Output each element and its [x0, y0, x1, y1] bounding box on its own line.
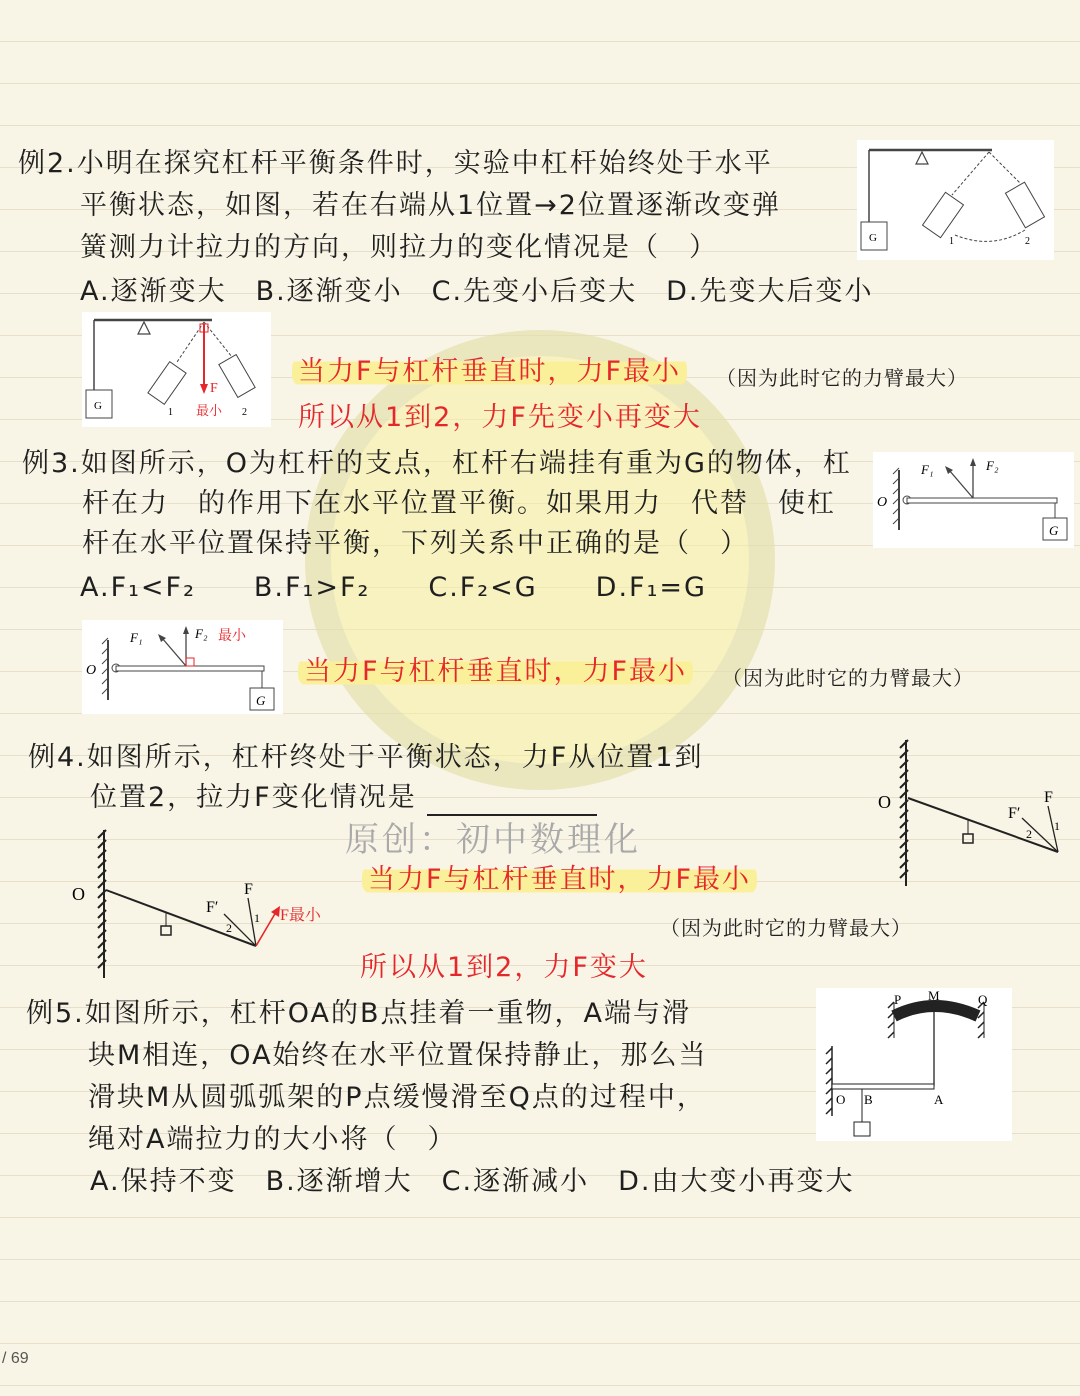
q2-answer-1-text: 当力F与杠杆垂直时，力F最小 — [292, 356, 687, 387]
q4-answer-figure — [66, 828, 356, 980]
q4-fig-pos2: 2 — [1026, 827, 1032, 841]
q2-answer-fig-fmin: 最小 — [196, 403, 223, 418]
q3-answer-1-note: （因为此时它的力臂最大） — [722, 666, 974, 690]
q3-answer-fig-g: G — [256, 693, 266, 708]
q4-answer-2: 所以从1到2，力F变大 — [360, 952, 648, 983]
q4-answer-1-text: 当力F与杠杆垂直时，力F最小 — [362, 864, 757, 895]
q3-answer-fig-min: 最小 — [218, 629, 246, 644]
q3-fig-f2: F₂ — [986, 458, 999, 473]
q5-line-1: 例5.如图所示，杠杆OA的B点挂着一重物，A端与滑 — [26, 998, 692, 1029]
q3-answer-fig-f2: F₂ — [195, 626, 208, 641]
q3-fig-f1: F₁ — [921, 462, 934, 477]
q4-fig-f: F — [1044, 789, 1053, 806]
q4-line-2-text: 位置2，拉力F变化情况是 — [90, 782, 417, 813]
q3-answer-1-text: 当力F与杠杆垂直时，力F最小 — [298, 656, 693, 687]
page-number: / 69 — [2, 1350, 29, 1367]
q2-answer-1-note: （因为此时它的力臂最大） — [716, 366, 968, 390]
q2-figure — [857, 140, 1054, 260]
q2-answer-fig-pos1: 1 — [168, 407, 173, 418]
q5-fig-q: Q — [978, 992, 988, 1007]
q4-figure — [870, 738, 1070, 888]
q2-line-1: 例2.小明在探究杠杆平衡条件时，实验中杠杆始终处于水平 — [18, 148, 773, 179]
q3-answer-figure — [82, 620, 283, 714]
q2-fig-pos1: 1 — [949, 236, 954, 247]
q4-line-2 — [90, 780, 597, 816]
q3-answer-fig-f1: F₁ — [130, 630, 143, 645]
q4-answer-1 — [362, 862, 757, 898]
q4-answer-fig-pos2: 2 — [226, 921, 232, 935]
q4-answer-fig-f: F — [244, 881, 253, 898]
q4-answer-fig-o: O — [72, 884, 85, 904]
q4-fig-o: O — [878, 792, 891, 812]
q3-line-1: 例3.如图所示，O为杠杆的支点，杠杆右端挂有重为G的物体，杠 — [22, 448, 852, 479]
q3-line-2: 杆在力 的作用下在水平位置平衡。如果用力 代替 使杠 — [82, 488, 836, 519]
q2-fig-g-label: G — [869, 232, 877, 244]
q3-fig-g: G — [1049, 523, 1059, 538]
q5-fig-m: M — [928, 988, 940, 1003]
q2-line-2: 平衡状态，如图，若在右端从1位置→2位置逐渐改变弹 — [80, 190, 781, 221]
q4-answer-fig-fmin: F最小 — [280, 907, 321, 924]
watermark-text: 原创：初中数理化 — [345, 820, 641, 860]
q5-options: A.保持不变 B.逐渐增大 C.逐渐减小 D.由大变小再变大 — [90, 1166, 855, 1197]
q5-line-4: 绳对A端拉力的大小将（ ） — [88, 1124, 457, 1155]
q5-fig-o: O — [836, 1092, 846, 1107]
q3-line-3: 杆在水平位置保持平衡，下列关系中正确的是（ ） — [82, 528, 749, 559]
q5-fig-a: A — [934, 1092, 944, 1107]
q5-line-3: 滑块M从圆弧弧架的P点缓慢滑至Q点的过程中， — [88, 1082, 706, 1113]
q4-fig-pos1: 1 — [1054, 819, 1060, 833]
q3-answer-fig-o: O — [86, 663, 97, 678]
q3-fig-o: O — [877, 495, 888, 510]
q5-figure — [816, 988, 1012, 1141]
q2-line-3: 簧测力计拉力的方向，则拉力的变化情况是（ ） — [80, 232, 718, 263]
q2-options: A.逐渐变大 B.逐渐变小 C.先变小后变大 D.先变大后变小 — [80, 276, 874, 307]
q4-line-1: 例4.如图所示，杠杆终处于平衡状态，力F从位置1到 — [28, 742, 704, 773]
q5-line-2: 块M相连，OA始终在水平位置保持静止，那么当 — [88, 1040, 708, 1071]
q2-answer-fig-f: F — [210, 381, 218, 396]
q2-answer-fig-g-label: G — [94, 400, 102, 412]
q3-figure — [873, 452, 1074, 548]
q2-answer-figure — [82, 312, 271, 427]
q4-answer-1-note: （因为此时它的力臂最大） — [660, 916, 912, 940]
q4-fig-fprime: F′ — [1008, 805, 1021, 822]
q2-answer-1 — [292, 354, 687, 390]
q2-fig-pos2: 2 — [1025, 236, 1030, 247]
q3-answer-1 — [298, 654, 693, 690]
q2-answer-fig-pos2: 2 — [242, 407, 247, 418]
q5-fig-p: P — [894, 992, 902, 1007]
q5-fig-b: B — [864, 1092, 873, 1107]
q4-answer-fig-fprime: F′ — [206, 899, 219, 916]
q3-options: A.F₁<F₂ B.F₁>F₂ C.F₂<G D.F₁=G — [80, 572, 707, 603]
q4-answer-fig-pos1: 1 — [254, 911, 260, 925]
q2-answer-2: 所以从1到2，力F先变小再变大 — [298, 402, 702, 433]
